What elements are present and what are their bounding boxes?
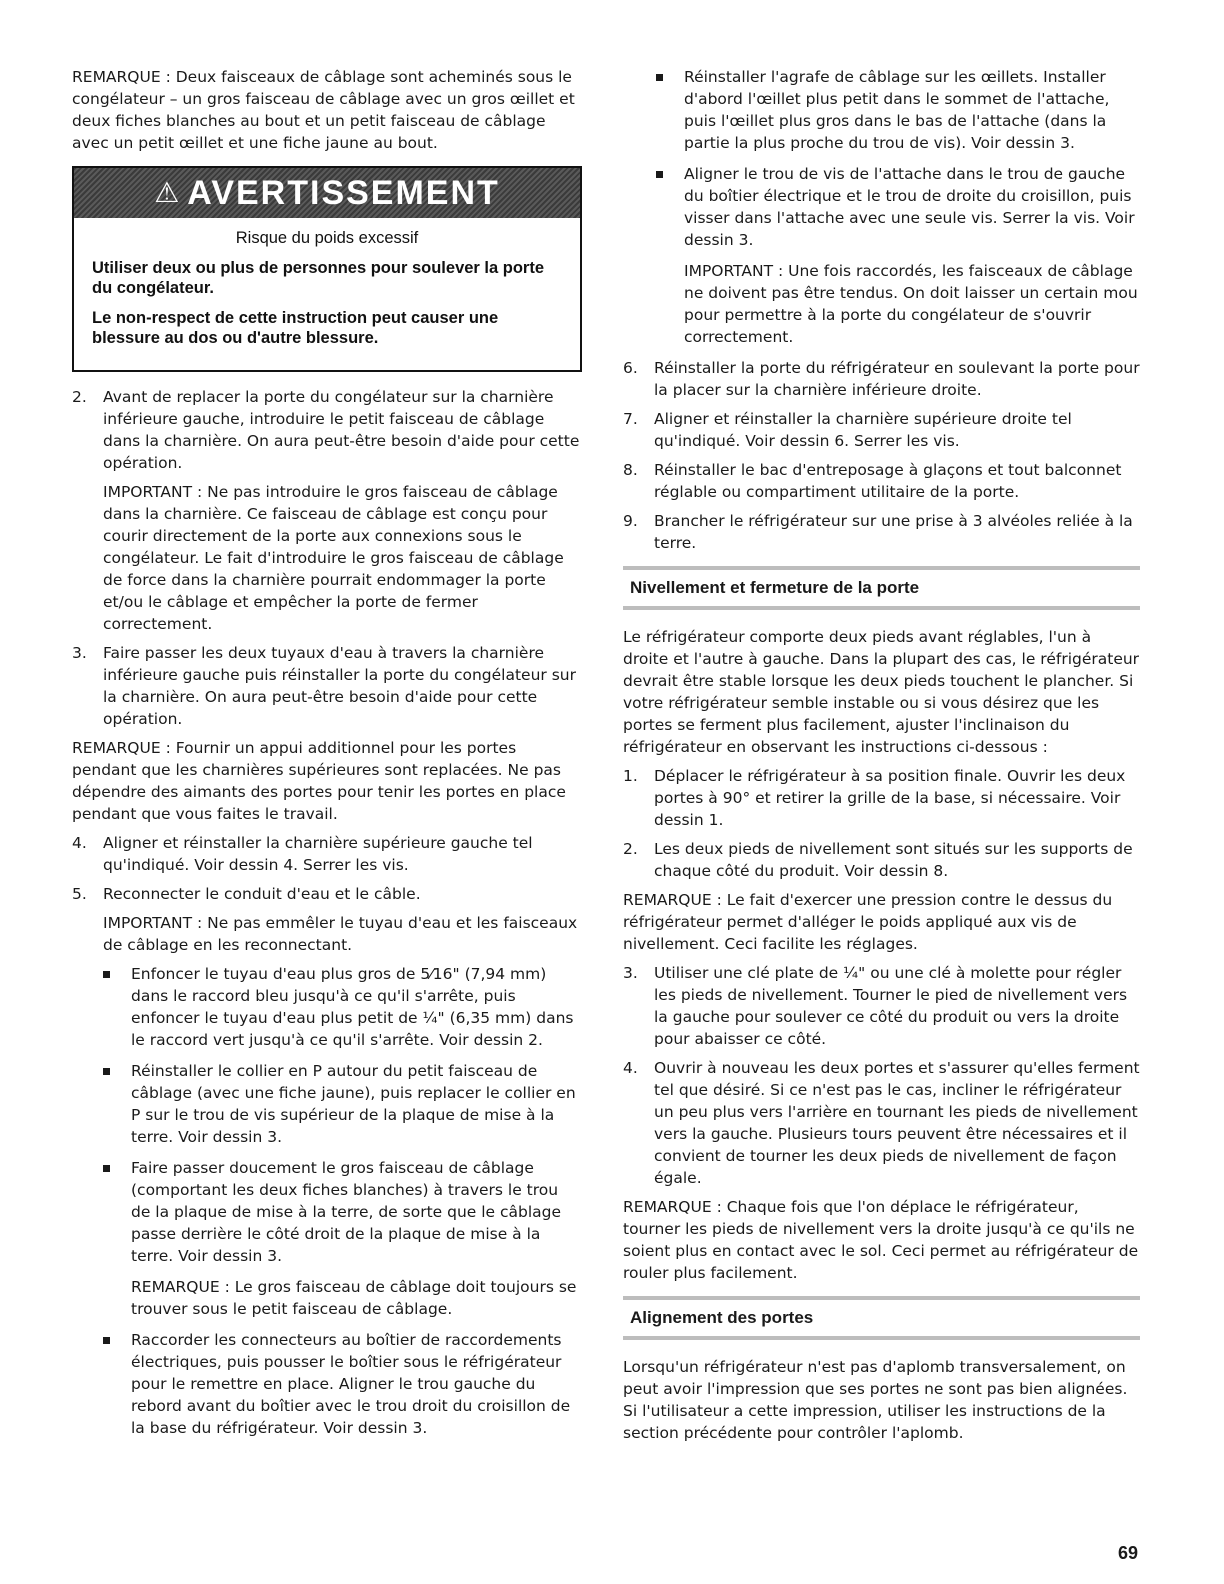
step-4: [72, 832, 582, 876]
step-2-important: IMPORTANT : Ne pas introduire le gros faisceau de câblage dans la charnière. Ce faisceau de câblage est conçu pour courir directement de la porte aux connexions sous le congélateur. Le fait d'introduire le gros faisceau de câblage de force dans la charnière pourrait endommager la porte et/ou le câblage et empêcher la porte de fermer correctement.: [103, 483, 564, 633]
step-text: Ouvrir à nouveau les deux portes et s'assurer qu'elles ferment tel que désiré. Si ce n'est pas le cas, incliner le réfrigérateur un peu plus vers l'arrière en tournant les pieds de nivellement vers la gauche. Plusieurs tours peuvent être nécessaires et il convient de tourner les deux pieds de nivellement de façon égale.: [654, 1059, 1140, 1187]
leveling-step-4: [623, 1057, 1140, 1189]
step-text: Utiliser une clé plate de ¼" ou une clé à molette pour régler les pieds de nivellement. Tourner le pied de nivellement vers la gauche pour soulever ce côté du produit ou vers la droite pour abaisser ce côté.: [654, 964, 1128, 1048]
step-number: 1.: [623, 767, 638, 785]
warning-line-1: Utiliser deux ou plus de personnes pour soulever la porte du congélateur.: [92, 259, 545, 297]
warning-title: AVERTISSEMENT: [187, 173, 500, 212]
step-number: 4.: [72, 834, 87, 852]
step-number: 8.: [623, 461, 638, 479]
warning-body: [74, 218, 580, 370]
step-number: 2.: [72, 388, 87, 406]
step-text: Déplacer le réfrigérateur à sa position finale. Ouvrir les deux portes à 90° et retirer la grille de la base, si nécessaire. Voir dessin 1.: [654, 767, 1126, 829]
step-8: [623, 459, 1140, 503]
bullet-square-icon: [103, 971, 110, 978]
leveling-step-2: [623, 838, 1140, 882]
step-text: Les deux pieds de nivellement sont situés sur les supports de chaque côté du produit. Voir dessin 8.: [654, 840, 1133, 880]
warning-box: [72, 166, 582, 372]
bullet-square-icon: [103, 1165, 110, 1172]
bullet-text: Réinstaller l'agrafe de câblage sur les œillets. Installer d'abord l'œillet plus petit dans le sommet de l'attache, puis l'œillet plus gros dans le bas de l'attache (dans la partie la plus proche du trou de vis). Voir dessin 3.: [684, 68, 1110, 152]
leveling-note-1: REMARQUE : Le fait d'exercer une pression contre le dessus du réfrigérateur permet d'alléger le poids appliqué aux vis de nivellement. Ceci facilite les réglages.: [623, 891, 1113, 953]
step-number: 9.: [623, 512, 638, 530]
step-number: 7.: [623, 410, 638, 428]
alignment-text: Lorsqu'un réfrigérateur n'est pas d'aplomb transversalement, on peut avoir l'impression que ses portes ne sont pas bien alignées. Si l'utilisateur a cette impression, utiliser les instructions de la section précédente pour contrôler l'aplomb.: [623, 1358, 1128, 1442]
step-7: [623, 408, 1140, 452]
bullet-water-tubes: [72, 963, 582, 1051]
bullet-harness-note: REMARQUE : Le gros faisceau de câblage doit toujours se trouver sous le petit faisceau de câblage.: [131, 1278, 577, 1318]
bullet-connectors: [72, 1329, 582, 1439]
page-number: 69: [1118, 1543, 1139, 1563]
bullet-square-icon: [656, 171, 663, 178]
bullet-screw-hole: [623, 163, 1140, 251]
bullet-large-harness: [72, 1157, 582, 1267]
step-6: [623, 357, 1140, 401]
step-number: 4.: [623, 1059, 638, 1077]
warning-line-2: Le non-respect de cette instruction peut causer une blessure au dos ou d'autre blessure.: [92, 309, 499, 347]
step-text: Aligner et réinstaller la charnière supérieure gauche tel qu'indiqué. Voir dessin 4. Serrer les vis.: [103, 834, 533, 874]
step-number: 2.: [623, 840, 638, 858]
step-5-important: IMPORTANT : Ne pas emmêler le tuyau d'eau et les faisceaux de câblage en les reconnectant.: [103, 914, 578, 954]
leveling-intro: Le réfrigérateur comporte deux pieds avant réglables, l'un à droite et l'autre à gauche. Dans la plupart des cas, le réfrigérateur devrait être stable lorsque les deux pieds touchent le plancher. Si votre réfrigérateur semble instable ou si vous désirez que les portes se ferment plus facilement, ajuster l'inclinaison du réfrigérateur en observant les instructions ci-dessous :: [623, 628, 1140, 756]
left-column: [72, 66, 582, 1448]
step-text: Réinstaller le bac d'entreposage à glaçons et tout balconnet réglable ou compartiment utilitaire de la porte.: [654, 461, 1122, 501]
warning-triangle-icon: ⚠: [154, 176, 180, 209]
bullet-slack-important: IMPORTANT : Une fois raccordés, les faisceaux de câblage ne doivent pas être tendus. On doit laisser un certain mou pour permettre à la porte du congélateur de s'ouvrir correctement.: [684, 262, 1138, 346]
step-3: [72, 642, 582, 730]
leveling-step-1: [623, 765, 1140, 831]
step-text: Aligner et réinstaller la charnière supérieure droite tel qu'indiqué. Voir dessin 6. Serrer les vis.: [654, 410, 1072, 450]
warning-risk: Risque du poids excessif: [235, 229, 419, 247]
bullet-text: Faire passer doucement le gros faisceau de câblage (comportant les deux fiches blanches) à travers le trou de la plaque de mise à la terre, de sorte que le câblage passe derrière le côté droit de la plaque de mise à la terre. Voir dessin 3.: [131, 1159, 562, 1265]
step-number: 5.: [72, 885, 87, 903]
step-9: [623, 510, 1140, 554]
step-2: [72, 386, 582, 474]
step-text: Reconnecter le conduit d'eau et le câble.: [103, 885, 421, 903]
right-column: [623, 66, 1140, 1451]
step-text: Brancher le réfrigérateur sur une prise à 3 alvéoles reliée à la terre.: [654, 512, 1133, 552]
bullet-text: Réinstaller le collier en P autour du petit faisceau de câblage (avec une fiche jaune), puis replacer le collier en P sur le trou de vis supérieur de la plaque de mise à la terre. Voir dessin 3.: [131, 1062, 576, 1146]
bullet-square-icon: [656, 74, 663, 81]
leveling-step-3: [623, 962, 1140, 1050]
step-number: 3.: [72, 644, 87, 662]
warning-header: [74, 168, 580, 218]
bullet-wiring-clip: [623, 66, 1140, 154]
bullet-square-icon: [103, 1068, 110, 1075]
step-number: 6.: [623, 359, 638, 377]
bullet-text: Aligner le trou de vis de l'attache dans le trou de gauche du boîtier électrique et le trou de droite du croisillon, puis visser dans l'attache avec une seule vis. Serrer la vis. Voir dessin 3.: [684, 165, 1135, 249]
section-title-alignment: Alignement des portes: [623, 1296, 1140, 1340]
step-text: Avant de replacer la porte du congélateur sur la charnière inférieure gauche, introduire le petit faisceau de câblage dans la charnière. On aura peut-être besoin d'aide pour cette opération.: [103, 388, 580, 472]
step-5: [72, 883, 582, 905]
note-intro: REMARQUE : Deux faisceaux de câblage sont acheminés sous le congélateur – un gros faisceau de câblage avec un gros œillet et deux fiches blanches au bout et un petit faisceau de câblage avec un petit œillet et une fiche jaune au bout.: [72, 68, 575, 152]
section-title-leveling: Nivellement et fermeture de la porte: [623, 566, 1140, 610]
step-number: 3.: [623, 964, 638, 982]
leveling-note-2: REMARQUE : Chaque fois que l'on déplace le réfrigérateur, tourner les pieds de nivellement vers la droite jusqu'à ce qu'ils ne soient plus en contact avec le sol. Ceci permet au réfrigérateur de rouler plus facilement.: [623, 1198, 1139, 1282]
step-text: Faire passer les deux tuyaux d'eau à travers la charnière inférieure gauche puis réinstaller la porte du congélateur sur la charnière. On aura peut-être besoin d'aide pour cette opération.: [103, 644, 576, 728]
step-text: Réinstaller la porte du réfrigérateur en soulevant la porte pour la placer sur la charnière inférieure droite.: [654, 359, 1140, 399]
note-support: REMARQUE : Fournir un appui additionnel pour les portes pendant que les charnières supérieures sont replacées. Ne pas dépendre des aimants des portes pour tenir les portes en place pendant que vous faites le travail.: [72, 739, 566, 823]
bullet-text: Enfoncer le tuyau d'eau plus gros de 5⁄16" (7,94 mm) dans le raccord bleu jusqu'à ce qu'il s'arrête, puis enfoncer le tuyau d'eau plus petit de ¼" (6,35 mm) dans le raccord vert jusqu'à ce qu'il s'arrête. Voir dessin 2.: [131, 965, 574, 1049]
bullet-square-icon: [103, 1337, 110, 1344]
bullet-text: Raccorder les connecteurs au boîtier de raccordements électriques, puis pousser le boîtier sous le réfrigérateur pour le remettre en place. Aligner le trou gauche du rebord avant du boîtier avec le trou droit du croisillon de la base du réfrigérateur. Voir dessin 3.: [131, 1331, 571, 1437]
bullet-p-clamp: [72, 1060, 582, 1148]
